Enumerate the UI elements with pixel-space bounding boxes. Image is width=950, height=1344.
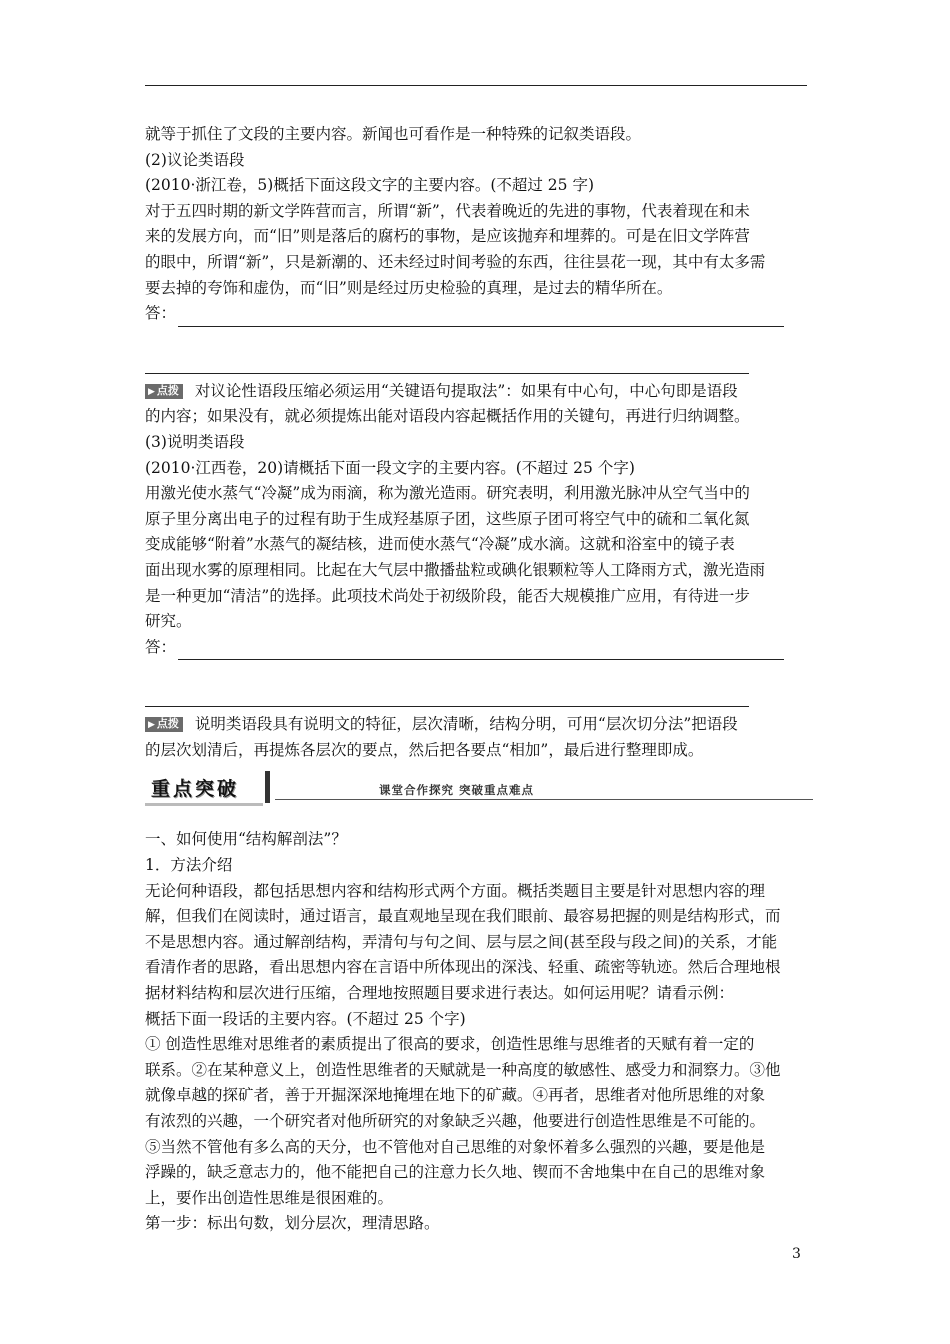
answer-blank [178, 308, 784, 327]
section-heading: 一、如何使用“结构解剖法”？ [145, 830, 347, 849]
tip-line [145, 379, 807, 405]
section-heading: (3)说明类语段 [145, 432, 245, 451]
tip-text: 说明类语段具有说明文的特征，层次清晰，结构分明，可用“层次切分法”把语段 [194, 715, 738, 734]
banner-rule [275, 799, 813, 800]
page-content [145, 122, 807, 1237]
triangle-icon: ▶ [148, 720, 155, 731]
passage-line: 变成能够“附着”水蒸气的凝结核，进而使水蒸气“冷凝”成水滴。这就和浴室中的镜子表 [145, 535, 735, 554]
section-heading: (2)议论类语段 [145, 150, 245, 169]
banner-subtitle: 课堂合作探究 突破重点难点 [379, 783, 535, 798]
tip-badge: ▶ 点拨 [145, 717, 183, 732]
section-argument [145, 122, 807, 430]
tip-badge: ▶ 点拨 [145, 384, 183, 399]
page-number: 3 [792, 1246, 801, 1262]
tip-line [145, 712, 807, 738]
passage-line: 来的发展方向，而“旧”则是落后的腐朽的事物，是应该抛弃和埋葬的。可是在旧文学阵营 [145, 227, 750, 246]
passage-line: 研究。 [145, 612, 192, 631]
text-line: 无论何种语段，都包括思想内容和结构形式两个方面。概括类题目主要是针对思想内容的理 [145, 881, 766, 900]
question-prompt: (2010·江西卷，20)请概括下面一段文字的主要内容。(不超过 25 个字) [145, 458, 635, 477]
passage-line: 要去掉的夸饰和虚伪，而“旧”则是经过历史检验的真理，是过去的精华所在。 [145, 278, 673, 297]
banner-title: 重点突破 [151, 778, 240, 801]
passage-line: 对于五四时期的新文学阵营而言，所谓“新”，代表着晚近的先进的事物，代表着现在和未 [145, 201, 750, 220]
passage-line: 用激光使水蒸气“冷凝”成为雨滴，称为激光造雨。研究表明，利用激光脉冲从空气当中的 [145, 484, 750, 503]
question-prompt: 概括下面一段话的主要内容。(不超过 25 个字) [145, 1009, 466, 1028]
text-line: 据材料结构和层次进行压缩，合理地按照题目要求进行表达。如何运用呢？请看示例： [145, 984, 735, 1003]
passage-line: 联系。②在某种意义上，创造性思维者的天赋就是一种高度的敏感性、感受力和洞察力。③他 [145, 1060, 781, 1079]
answer-line [145, 301, 807, 327]
text-line: 看清作者的思路，看出思想内容在言语中所体现出的深浅、轻重、疏密等轨迹。然后合理地根 [145, 958, 781, 977]
passage-line: 上，要作出创造性思维是很困难的。 [145, 1188, 394, 1207]
text-line: 解，但我们在阅读时，通过语言，最直观地呈现在我们眼前、最容易把握的则是结构形式，而 [145, 907, 781, 926]
passage-line: ⑤当然不管他有多么高的天分，也不管他对自己思维的对象怀着多么强烈的兴趣，要是他是 [145, 1137, 766, 1156]
banner-shadow [145, 803, 263, 806]
header-rule [145, 85, 807, 86]
passage-line: 有浓烈的兴趣，一个研究者对他所研究的对象缺乏兴趣，他要进行创造性思维是不可能的。 [145, 1112, 766, 1130]
passage-line: 是一种更加“清洁”的选择。此项技术尚处于初级阶段，能否大规模推广应用，有待进一步 [145, 586, 750, 605]
answer-label: 答： [145, 637, 177, 656]
passage-line: 就像卓越的探矿者，善于开掘深深地掩埋在地下的矿藏。④再者，思维者对他所思维的对象 [145, 1086, 766, 1105]
section-explanatory [145, 430, 807, 764]
passage-line: 原子里分离出电子的过程有助于生成羟基原子团，这些原子团可将空气中的硫和二氧化氮 [145, 509, 750, 528]
text-line: 就等于抓住了文段的主要内容。新闻也可看作是一种特殊的记叙类语段。 [145, 125, 642, 143]
subsection-heading: 1．方法介绍 [145, 856, 233, 875]
section-banner [145, 769, 807, 813]
answer-line [145, 635, 807, 661]
tip-text: 对议论性语段压缩必须运用“关键语句提取法”：如果有中心句，中心句即是语段 [194, 381, 738, 400]
tip-line: 的层次划清后，再提炼各层次的要点，然后把各要点“相加”，最后进行整理即成。 [145, 740, 704, 759]
text-line: 不是思想内容。通过解剖结构，弄清句与句之间、层与层之间(甚至段与段之间)的关系，才能 [145, 932, 778, 951]
answer-blank [178, 641, 784, 660]
tip-line: 的内容；如果没有，就必须提炼出能对语段内容起概括作用的关键句，再进行归纳调整。 [145, 407, 750, 426]
passage-line: 面出现水雾的原理相同。比起在大气层中撒播盐粒或碘化银颗粒等人工降雨方式，激光造雨 [145, 560, 766, 579]
banner-divider [265, 771, 270, 803]
question-prompt: (2010·浙江卷，5)概括下面这段文字的主要内容。(不超过 25 字) [145, 176, 595, 195]
triangle-icon: ▶ [148, 386, 155, 397]
step-line: 第一步：标出句数，划分层次，理清思路。 [145, 1214, 440, 1233]
passage-line: ① 创造性思维对思维者的素质提出了很高的要求，创造性思维与思维者的天赋有着一定的 [145, 1035, 755, 1054]
passage-line: 浮躁的，缺乏意志力的，他不能把自己的注意力长久地、锲而不舍地集中在自己的思维对象 [145, 1163, 766, 1182]
answer-label: 答： [145, 304, 177, 323]
passage-line: 的眼中，所谓“新”，只是新潮的、还未经过时间考验的东西，往往昙花一现，其中有太多需 [145, 252, 766, 271]
section-structure-method [145, 827, 807, 1237]
